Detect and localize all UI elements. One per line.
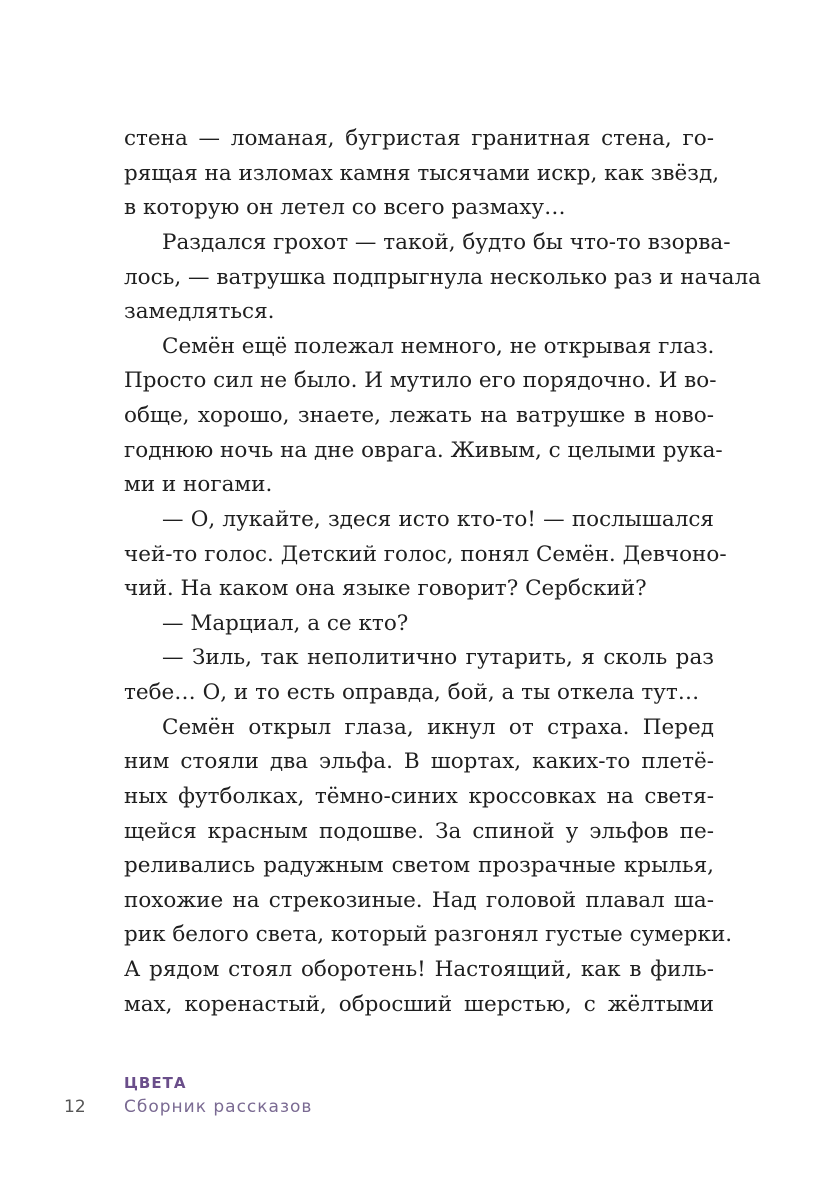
text-line: стена — ломаная, бугристая гранитная стена, го- xyxy=(124,126,714,151)
text-line: мах, коренастый, обросший шерстью, с жёлтыми xyxy=(124,991,714,1017)
text-line: чий. На каком она языке говорит? Сербский? xyxy=(124,576,647,602)
text-line: — Зиль, так неполитично гутарить, я сколь раз xyxy=(162,645,714,671)
body-text xyxy=(124,122,761,1022)
text-line: ми и ногами. xyxy=(124,472,273,498)
text-line: — Марциал, а се кто? xyxy=(162,610,409,636)
book-series-title: ЦВЕТА xyxy=(124,1074,187,1092)
text-line: — О, лукайте, здеся исто кто-то! — послышался xyxy=(162,506,714,532)
text-line: А рядом стоял оборотень! Настоящий, как в филь- xyxy=(124,957,714,982)
text-line: ных футболках, тёмно-синих кроссовках на светя- xyxy=(124,783,714,809)
text-line: Семён ещё полежал немного, не открывая глаз. xyxy=(162,333,715,359)
text-line: рящая на изломах камня тысячами искр, как звёзд, xyxy=(124,160,720,186)
text-line: реливались радужным светом прозрачные крылья, xyxy=(124,853,714,879)
text-line: тебе… О, и то есть оправда, бой, а ты откела тут… xyxy=(124,680,700,705)
text-line: Семён открыл глаза, икнул от страха. Перед xyxy=(162,714,714,740)
text-line: лось, — ватрушка подпрыгнула несколько раз и начала xyxy=(124,264,761,290)
text-line: в которую он летел со всего размаху… xyxy=(124,195,566,221)
page-number: 12 xyxy=(64,1097,86,1117)
text-line: похожие на стрекозиные. Над головой плавал ша- xyxy=(124,887,714,913)
text-line: Просто сил не было. И мутило его порядочно. И во- xyxy=(124,368,717,394)
text-line: обще, хорошо, знаете, лежать на ватрушке в ново- xyxy=(124,403,714,428)
text-line: щейся красным подошве. За спиной у эльфов пе- xyxy=(124,818,714,844)
book-subtitle: Сборник рассказов xyxy=(124,1097,313,1117)
text-line: рик белого света, который разгонял густые сумерки. xyxy=(124,922,733,948)
text-line: чей-то голос. Детский голос, понял Семён. Девчоно- xyxy=(124,541,727,567)
text-line: замедляться. xyxy=(124,299,275,325)
text-line: Раздался грохот — такой, будто бы что-то взорва- xyxy=(162,229,731,255)
text-line: ним стояли два эльфа. В шортах, каких-то плетё- xyxy=(124,749,714,775)
text-line: годнюю ночь на дне оврага. Живым, с целыми рука- xyxy=(124,437,723,463)
